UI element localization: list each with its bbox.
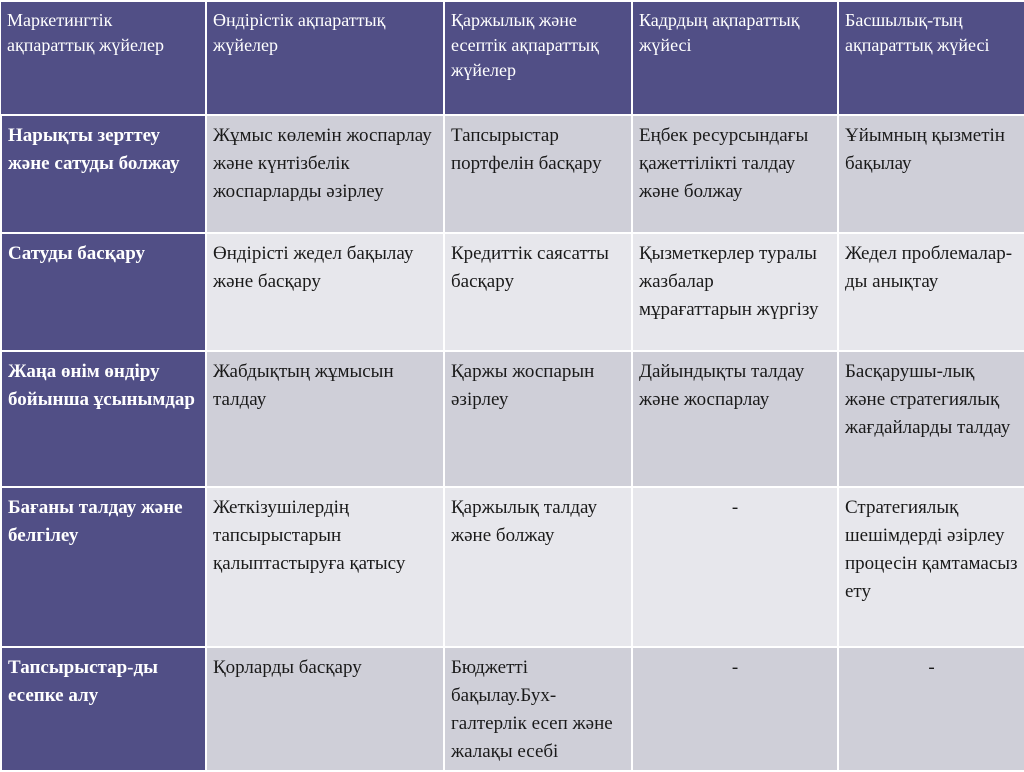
header-cell-management: Басшылық-тың ақпараттық жүйесі bbox=[838, 1, 1024, 115]
table-cell: Кредиттік саясатты басқару bbox=[444, 233, 632, 351]
table-row bbox=[1, 115, 1024, 233]
table-cell-empty-dash: - bbox=[632, 487, 838, 647]
row-header-cell: Сатуды басқару bbox=[1, 233, 206, 351]
table-row bbox=[1, 487, 1024, 647]
table-cell: Қаржы жоспарын әзірлеу bbox=[444, 351, 632, 487]
row-header-cell: Бағаны талдау және белгілеу bbox=[1, 487, 206, 647]
row-header-cell: Нарықты зерттеу және сатуды болжау bbox=[1, 115, 206, 233]
table-cell: Жеткізушілердің тапсырыстарын қалыптастыруға қатысу bbox=[206, 487, 444, 647]
table-cell: Өндірісті жедел бақылау және басқару bbox=[206, 233, 444, 351]
table-cell: Қызметкерлер туралы жазбалар мұрағаттарын жүргізу bbox=[632, 233, 838, 351]
table-header-row bbox=[1, 1, 1024, 115]
header-cell-finance: Қаржылық және есептік ақпараттық жүйелер bbox=[444, 1, 632, 115]
header-cell-marketing: Маркетингтік ақпараттық жүйелер bbox=[1, 1, 206, 115]
header-cell-personnel: Кадрдың ақпараттық жүйесі bbox=[632, 1, 838, 115]
table-row bbox=[1, 647, 1024, 771]
table-cell: Тапсырыстар портфелін басқару bbox=[444, 115, 632, 233]
table-cell: Ұйымның қызметін бақылау bbox=[838, 115, 1024, 233]
table-cell: Жабдықтың жұмысын талдау bbox=[206, 351, 444, 487]
table-cell-empty-dash: - bbox=[632, 647, 838, 771]
table-row bbox=[1, 233, 1024, 351]
table-cell: Басқарушы-лық және стратегиялық жағдайларды талдау bbox=[838, 351, 1024, 487]
header-cell-production: Өндірістік ақпараттық жүйелер bbox=[206, 1, 444, 115]
row-header-cell: Жаңа өнім өндіру бойынша ұсынымдар bbox=[1, 351, 206, 487]
table-cell: Бюджетті бақылау.Бух-галтерлік есеп және жалақы есебі bbox=[444, 647, 632, 771]
table-cell: Стратегиялық шешімдерді әзірлеу процесін қамтамасыз ету bbox=[838, 487, 1024, 647]
table-cell: Еңбек ресурсындағы қажеттілікті талдау және болжау bbox=[632, 115, 838, 233]
table-cell: Қаржылық талдау және болжау bbox=[444, 487, 632, 647]
table-cell-empty-dash: - bbox=[838, 647, 1024, 771]
table-cell: Жедел проблемалар-ды анықтау bbox=[838, 233, 1024, 351]
table-cell: Дайындықты талдау және жоспарлау bbox=[632, 351, 838, 487]
table-row bbox=[1, 351, 1024, 487]
table-cell: Жұмыс көлемін жоспарлау және күнтізбелік жоспарларды әзірлеу bbox=[206, 115, 444, 233]
row-header-cell: Тапсырыстар-ды есепке алу bbox=[1, 647, 206, 771]
table-cell: Қорларды басқару bbox=[206, 647, 444, 771]
